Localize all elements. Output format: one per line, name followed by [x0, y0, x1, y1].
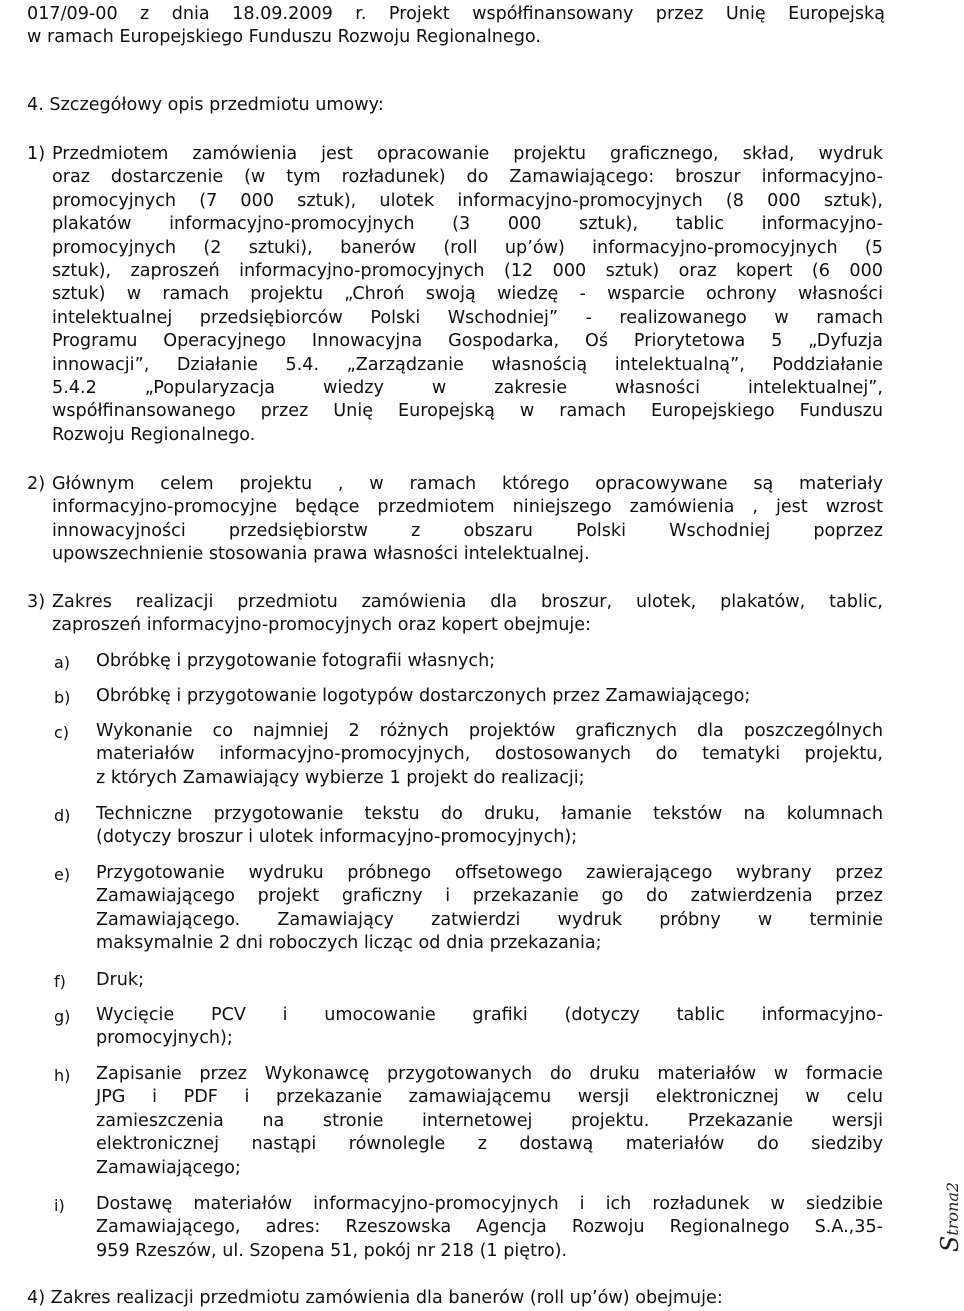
- item-line: współfinansowanego przez Unię Europejską w ramach Europejskiego Funduszu: [52, 401, 883, 422]
- item-line: informacyjno-promocyjne będące przedmiotem niniejszego zamówienia , jest wzrost: [52, 497, 883, 518]
- page-number-stamp: [936, 1162, 964, 1272]
- sub-item-b: [54, 685, 883, 709]
- item-line: innowacyjności przedsiębiorstw z obszaru Polski Wschodniej poprzez: [52, 520, 883, 541]
- top-note-line: w ramach Europejskiego Funduszu Rozwoju Regionalnego.: [27, 27, 541, 48]
- item-line: sztuk) w ramach projektu „Chroń swoją wiedzę - wsparcie ochrony własności: [52, 284, 883, 305]
- sub-item-line: Zamawiającego. Zamawiający zatwierdzi wydruk próbny w terminie: [96, 909, 883, 930]
- item-1: [27, 143, 883, 447]
- sub-item-line: Dostawę materiałów informacyjno-promocyjnych i ich rozładunek w siedzibie: [96, 1194, 883, 1214]
- item-line: innowacji”, Działanie 5.4. „Zarządzanie własnością intelektualną”, Poddziałanie: [52, 354, 883, 375]
- item-4: 4) Zakres realizacji przedmiotu zamówienia dla banerów (roll up’ów) obejmuje:: [27, 1288, 723, 1308]
- sub-item-line: Przygotowanie wydruku próbnego offsetowego zawierającego wybrany przez: [96, 863, 883, 883]
- item-3: [27, 591, 883, 638]
- sub-item-line: (dotyczy broszur i ulotek informacyjno-promocyjnych);: [96, 827, 578, 848]
- item-line: oraz dostarczenie (w tym rozładunek) do Zamawiającego: broszur informacyjno-: [52, 167, 883, 188]
- sub-item-label: a): [54, 653, 71, 672]
- sub-item-line: maksymalnie 2 dni roboczych licząc od dnia przekazania;: [96, 933, 602, 954]
- sub-item-line: elektronicznej nastąpi równolegle z dostawą materiałów do siedziby: [96, 1134, 883, 1155]
- sub-item-i: [54, 1193, 883, 1263]
- sub-item-label: f): [54, 972, 66, 991]
- sub-item-line: z których Zamawiający wybierze 1 projekt do realizacji;: [96, 767, 585, 788]
- sub-item-line: Zamawiającego projekt graficzny i przekazanie go do zatwierdzenia przez: [96, 886, 883, 907]
- section-heading: 4. Szczegółowy opis przedmiotu umowy:: [27, 95, 384, 115]
- item-first-line: Zakres realizacji przedmiotu zamówienia dla broszur, ulotek, plakatów, tablic,: [52, 592, 883, 612]
- sub-item-h: [54, 1063, 883, 1180]
- sub-item-line: materiałów informacyjno-promocyjnych, dostosowanych do tematyki projektu,: [96, 744, 883, 765]
- item-number: 2): [27, 474, 46, 494]
- sub-item-line: 959 Rzeszów, ul. Szopena 51, pokój nr 218 (1 piętro).: [96, 1240, 568, 1261]
- sub-item-line: Obróbkę i przygotowanie logotypów dostarczonych przez Zamawiającego;: [96, 686, 751, 706]
- item-line: intelektualnej przedsiębiorców Polski Wschodniej” - realizowanego w ramach: [52, 307, 883, 328]
- sub-item-label: b): [54, 688, 71, 707]
- sub-item-label: g): [54, 1007, 71, 1026]
- item-line: promocyjnych (7 000 sztuk), ulotek informacyjno-promocyjnych (8 000 sztuk),: [52, 190, 883, 211]
- sub-item-g: [54, 1004, 883, 1051]
- item-line: sztuk), zaproszeń informacyjno-promocyjnych (12 000 sztuk) oraz kopert (6 000: [52, 261, 883, 282]
- sub-item-line: Zamawiającego;: [96, 1157, 241, 1178]
- sub-item-c: [54, 720, 883, 790]
- sub-item-label: c): [54, 723, 70, 742]
- item-number: 3): [27, 592, 46, 612]
- item-line: promocyjnych (2 sztuki), banerów (roll up’ów) informacyjno-promocyjnych (5: [52, 237, 883, 258]
- sub-item-line: Wykonanie co najmniej 2 różnych projektów graficznych dla poszczególnych: [96, 721, 883, 741]
- sub-item-line: JPG i PDF i przekazanie zamawiającemu wersji elektronicznej w celu: [96, 1087, 883, 1108]
- item-number: 1): [27, 144, 46, 164]
- item-line: Programu Operacyjnego Innowacyjna Gospodarka, Oś Priorytetowa 5 „Dyfuzja: [52, 331, 883, 352]
- item-last-line: Rozwoju Regionalnego.: [52, 424, 256, 445]
- item-first-line: Przedmiotem zamówienia jest opracowanie projektu graficznego, skład, wydruk: [52, 144, 883, 164]
- item-line: plakatów informacyjno-promocyjnych (3 000 sztuk), tablic informacyjno-: [52, 214, 883, 235]
- sub-item-d: [54, 803, 883, 850]
- sub-item-label: i): [54, 1196, 65, 1215]
- sub-item-e: [54, 862, 883, 956]
- sub-item-line: Zapisanie przez Wykonawcę przygotowanych do druku materiałów w formacie: [96, 1064, 883, 1084]
- top-note: [27, 3, 885, 50]
- item-2: [27, 473, 883, 567]
- sub-item-label: e): [54, 865, 71, 884]
- sub-item-line: Obróbkę i przygotowanie fotografii własnych;: [96, 651, 496, 671]
- sub-item-line: zamieszczenia na stronie internetowej projektu. Przekazanie wersji: [96, 1110, 883, 1131]
- sub-item-line: Druk;: [96, 970, 145, 990]
- item-last-line: upowszechnienie stosowania prawa własności intelektualnej.: [52, 544, 590, 565]
- sub-item-label: d): [54, 806, 71, 825]
- item-line: 5.4.2 „Popularyzacja wiedzy w zakresie własności intelektualnej”,: [52, 378, 883, 399]
- sub-item-line: Zamawiającego, adres: Rzeszowska Agencja Rozwoju Regionalnego S.A.,35-: [96, 1217, 883, 1238]
- page-number-text: Strona2: [936, 1181, 964, 1253]
- sub-item-line: promocyjnych);: [96, 1028, 233, 1049]
- sub-item-line: Techniczne przygotowanie tekstu do druku, łamanie tekstów na kolumnach: [96, 804, 883, 824]
- sub-item-label: h): [54, 1066, 71, 1085]
- sub-item-f: [54, 969, 883, 993]
- top-note-line: 017/09-00 z dnia 18.09.2009 r. Projekt współfinansowany przez Unię Europejską: [27, 4, 885, 24]
- sub-item-a: [54, 650, 883, 674]
- item-first-line: Głównym celem projektu , w ramach którego opracowywane są materiały: [52, 474, 883, 494]
- item-last-line: zaproszeń informacyjno-promocyjnych oraz kopert obejmuje:: [52, 615, 592, 636]
- sub-item-line: Wycięcie PCV i umocowanie grafiki (dotyczy tablic informacyjno-: [96, 1005, 883, 1025]
